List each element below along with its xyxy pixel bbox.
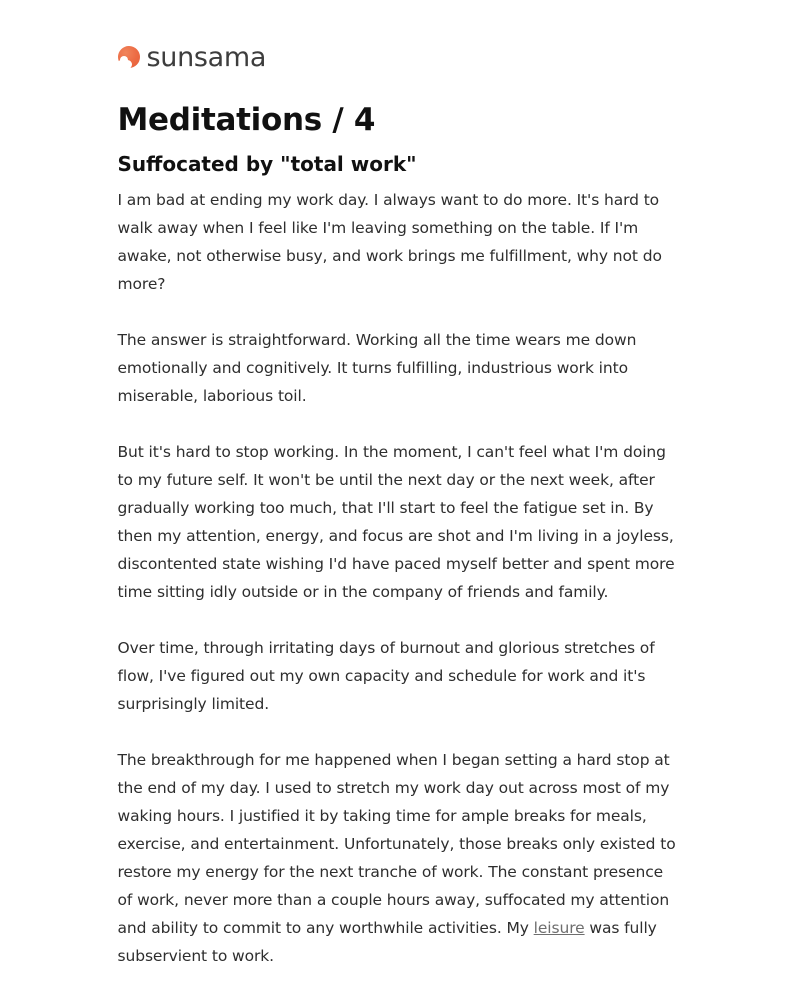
paragraph-3: But it's hard to stop working. In the moment, I can't feel what I'm doing to my future self. It won't be until the next day or the next week, after gradually working too much, that I'll start to feel the fatigue set in. By then my attention, energy, and focus are shot and I'm living in a joyless, discontented state wishing I'd have paced myself better and spent more time sitting idly outside or in the company of friends and family. bbox=[117, 443, 675, 602]
paragraph-2: The answer is straightforward. Working all the time wears me down emotionally and cognitively. It turns fulfilling, industrious work into miserable, laborious toil. bbox=[117, 331, 637, 406]
newsletter-body bbox=[118, 0, 683, 970]
paragraph-5 bbox=[118, 746, 683, 970]
sunsama-logo bbox=[118, 44, 683, 72]
page-title: Meditations / 4 bbox=[117, 102, 376, 138]
brand-name: sunsama bbox=[146, 42, 267, 73]
paragraph-5-text-after-link: was fully subservient to work. bbox=[117, 919, 657, 966]
paragraph-1: I am bad at ending my work day. I always want to do more. It's hard to walk away when I feel like I'm leaving something on the table. If I'm awake, not otherwise busy, and work brings me fulfillment, why not do more? bbox=[117, 191, 662, 294]
sunsama-sun-cloud-icon bbox=[118, 44, 143, 72]
paragraph-5-text-before-link: The breakthrough for me happened when I began setting a hard stop at the end of my day. I used to stretch my work day out across most of my waking hours. I justified it by taking time for ample breaks for meals, exercise, and entertainment. Unfortunately, those breaks only existed to restore my energy for the next tranche of work. The constant presence of work, never more than a couple hours away, suffocated my attention and ability to commit to any worthwhile activities. My bbox=[117, 751, 676, 938]
leisure-link[interactable]: leisure bbox=[533, 919, 585, 938]
cloud-shape bbox=[117, 60, 132, 69]
article-subtitle: Suffocated by "total work" bbox=[117, 152, 417, 177]
paragraph-4: Over time, through irritating days of burnout and glorious stretches of flow, I've figured out my own capacity and schedule for work and it's surprisingly limited. bbox=[117, 639, 655, 714]
